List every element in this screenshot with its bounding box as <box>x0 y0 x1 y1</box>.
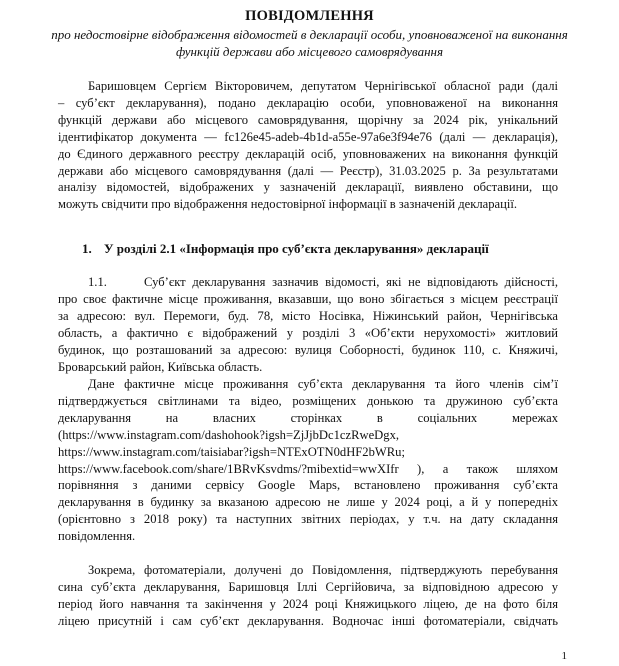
paragraph-line: ліцею присутній і сам суб’єкт декларування. Водночас інші фотоматеріали, свідчать <box>58 613 558 628</box>
intro-line: до Єдиного державного реєстру декларацій осіб, уповноважених на виконання функцій <box>58 146 558 161</box>
document-title: ПОВІДОМЛЕННЯ <box>245 8 374 24</box>
paragraph-line: (орієнтовно з 2018 року) та наступних звітних періодах, у т.ч. на дату складання <box>58 512 558 527</box>
intro-line: функцій держави або місцевого самоврядування, щорічну за 2024 рік, унікальний <box>58 112 558 127</box>
paragraph-1-1 <box>58 274 558 375</box>
intro-line: аналізу відомостей, відображених у зазначеній декларації, виявлено обставини, що <box>58 180 558 195</box>
paragraph-line: повідомлення. <box>58 529 136 544</box>
paragraph-line: https://www.facebook.com/share/1BRvKsvdms/?mibextid=wwXIfr ), а також шляхом <box>58 461 558 476</box>
intro-paragraph <box>58 78 558 213</box>
intro-line: ідентифікатор документа — fc126e45-adeb-4b1d-a55e-97a6e3f94e76 (далі — декларація), <box>58 129 558 144</box>
intro-line: держави або місцевого самоврядування (далі — Реєстр), 31.03.2025 р. За результатами <box>58 163 558 178</box>
paragraph-line: сина суб’єкта декларування, Баришовця Іллі Сергійовича, за відповідною адресою у <box>58 579 558 594</box>
intro-line: Баришовцем Сергієм Вікторовичем, депутатом Чернігівської обласної ради (далі <box>88 79 558 93</box>
paragraph-line: Дане фактичне місце проживання суб’єкта декларування та його членів сім’ї <box>88 377 558 391</box>
paragraph-line: за адресою: вул. Перемоги, буд. 78, місто Носівка, Ніжинський район, Чернігівська <box>58 308 558 323</box>
intro-line: можуть свідчити про відображення недостовірної інформації в зазначеній декларації. <box>58 197 517 212</box>
paragraph-line: область, а фактично є відображений у розділі 3 «Об’єкти нерухомості» житловий <box>58 325 558 340</box>
paragraph-line: Зокрема, фотоматеріали, долучені до Повідомлення, підтверджують перебування <box>88 563 558 577</box>
section-number: 1. <box>82 241 92 256</box>
paragraph-line: (https://www.instagram.com/dashohook?igsh=ZjJjbDc1czRweDgx, <box>58 427 400 442</box>
document-subtitle: про недостовірне відображення відомостей в декларації особи, уповноваженої на виконання функцій держави або місцевого самоврядування <box>51 27 568 59</box>
paragraph-photos <box>58 562 558 630</box>
paragraph-line: Броварський район, Київська область. <box>58 359 263 374</box>
paragraph-line: період його навчання та закінчення у 2024 році Княжицького ліцею, де на фото біля <box>58 596 558 611</box>
paragraph-line: про своє фактичне місце проживання, вказавши, що воно збігається з місцем реєстрації <box>58 291 558 306</box>
section-title: У розділі 2.1 «Інформація про суб’єкта декларування» декларації <box>104 241 489 256</box>
paragraph-line: декларування на власних сторінках в соціальних мережах <box>58 410 558 425</box>
item-number: 1.1. <box>88 275 107 289</box>
paragraph-line: https://www.instagram.com/taisiabar?igsh=NTExOTN0dHF2bWRu; <box>58 444 405 459</box>
paragraph-line: декларування в будинку за вказаною адресою не лише у 2024 році, а й у попередніх <box>58 495 558 510</box>
section-heading <box>82 240 489 257</box>
paragraph-line: 1.1. Суб’єкт декларування зазначив відомості, які не відповідають дійсності, <box>88 275 558 289</box>
paragraph-evidence <box>58 376 558 545</box>
page-number: 1 <box>561 650 567 662</box>
paragraph-line: порівняння з даними сервісу Google Maps, встановлено проживання суб’єкта <box>58 478 558 493</box>
paragraph-line: підтверджується світлинами та відео, розміщених донькою та дружиною суб’єкта <box>58 393 558 408</box>
paragraph-line: будинок, що розташований за адресою: вулиця Соборності, будинок 110, с. Княжичі, <box>58 342 558 357</box>
intro-line: – суб’єкт декларування), подано декларацію особи, уповноваженої на виконання <box>58 95 558 110</box>
